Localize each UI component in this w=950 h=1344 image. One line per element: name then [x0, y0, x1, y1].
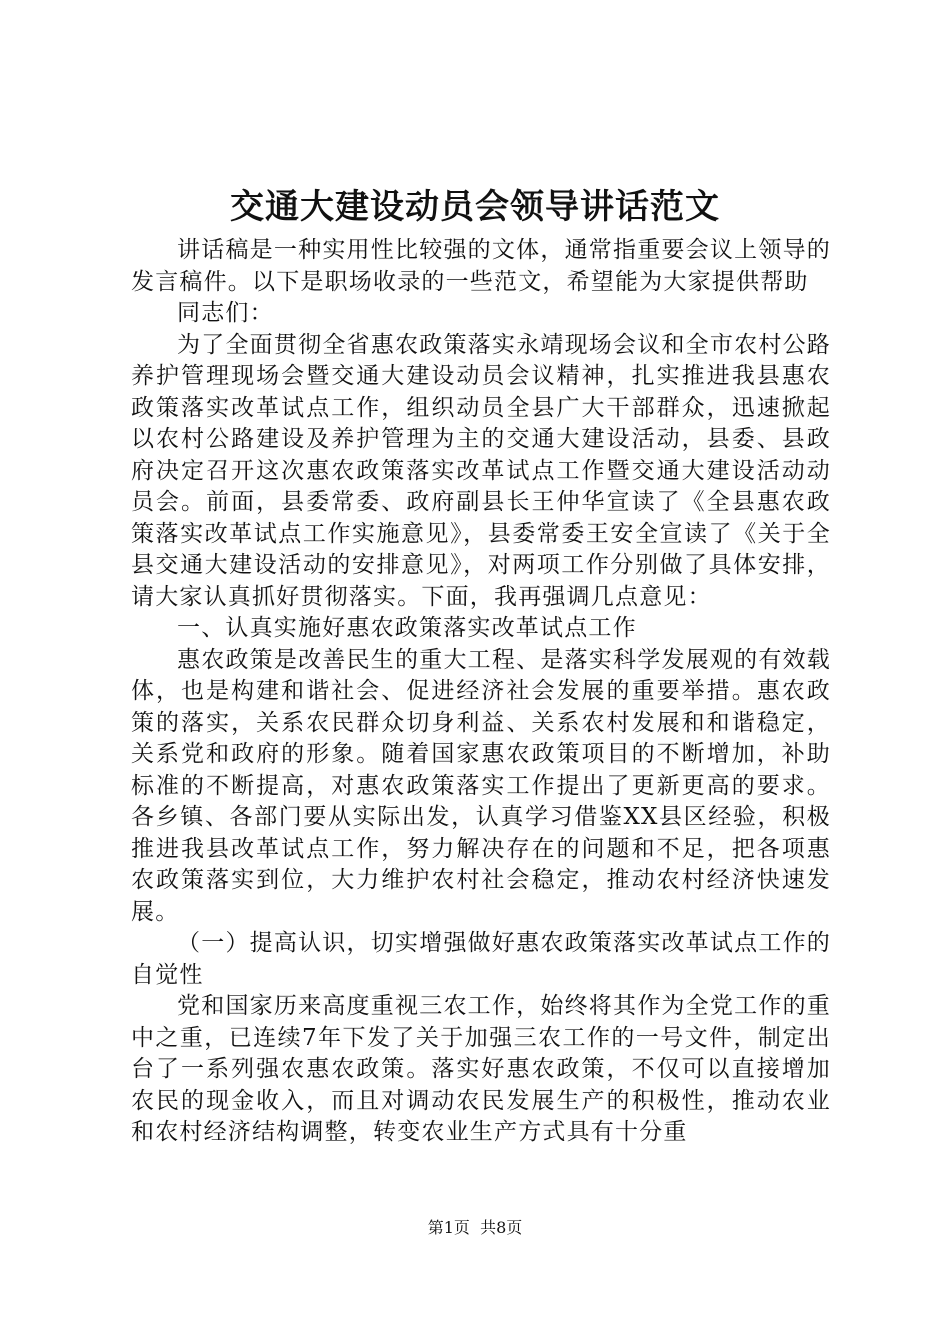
page-total: 共8页 [480, 1218, 523, 1237]
footer-spacer [470, 1218, 480, 1237]
page-number: 第1页 [427, 1218, 470, 1237]
salutation: 同志们： [177, 300, 274, 326]
document-body [131, 235, 831, 1149]
opening-paragraph: 为了全面贯彻全省惠农政策落实永靖现场会议和全市农村公路养护管理现场会暨交通大建设动员会议精神，扎实推进我县惠农政策落实改革试点工作，组织动员全县广大干部群众，迅速掀起以农村公路建设及养护管理为主的交通大建设活动，县委、县政府决定召开这次惠农政策落实改革试点工作暨交通大建设活动动员会。前面，县委常委、政府副县长王仲华宣读了《全县惠农政策落实改革试点工作实施意见》，县委常委王安全宣读了《关于全县交通大建设活动的安排意见》，对两项工作分别做了具体安排，请大家认真抓好贯彻落实。下面，我再强调几点意见： [131, 331, 831, 610]
subsection-1-paragraph: 党和国家历来高度重视三农工作，始终将其作为全党工作的重中之重，已连续7年下发了关于加强三农工作的一号文件，制定出台了一系列强农惠农政策。落实好惠农政策，不仅可以直接增加农民的现金收入，而且对调动农民发展生产的积极性，推动农业和农村经济结构调整，转变农业生产方式具有十分重 [131, 993, 831, 1145]
section-1-paragraph: 惠农政策是改善民生的重大工程、是落实科学发展观的有效载体，也是构建和谐社会、促进经济社会发展的重要举措。惠农政策的落实，关系农民群众切身利益、关系农村发展和和谐稳定，关系党和政府的形象。随着国家惠农政策项目的不断增加，补助标准的不断提高，对惠农政策落实工作提出了更新更高的要求。各乡镇、各部门要从实际出发，认真学习借鉴XX县区经验，积极推进我县改革试点工作，努力解决存在的问题和不足，把各项惠农政策落实到位，大力维护农村社会稳定，推动农村经济快速发展。 [131, 646, 831, 925]
page-footer [0, 1216, 950, 1240]
subsection-heading-1: （一）提高认识，切实增强做好惠农政策落实改革试点工作的自觉性 [131, 930, 831, 988]
intro-paragraph: 讲话稿是一种实用性比较强的文体，通常指重要会议上领导的发言稿件。以下是职场收录的一些范文，希望能为大家提供帮助 [131, 237, 831, 295]
document-title: 交通大建设动员会领导讲话范文 [230, 187, 720, 227]
section-heading-1: 一、认真实施好惠农政策落实改革试点工作 [177, 615, 637, 641]
